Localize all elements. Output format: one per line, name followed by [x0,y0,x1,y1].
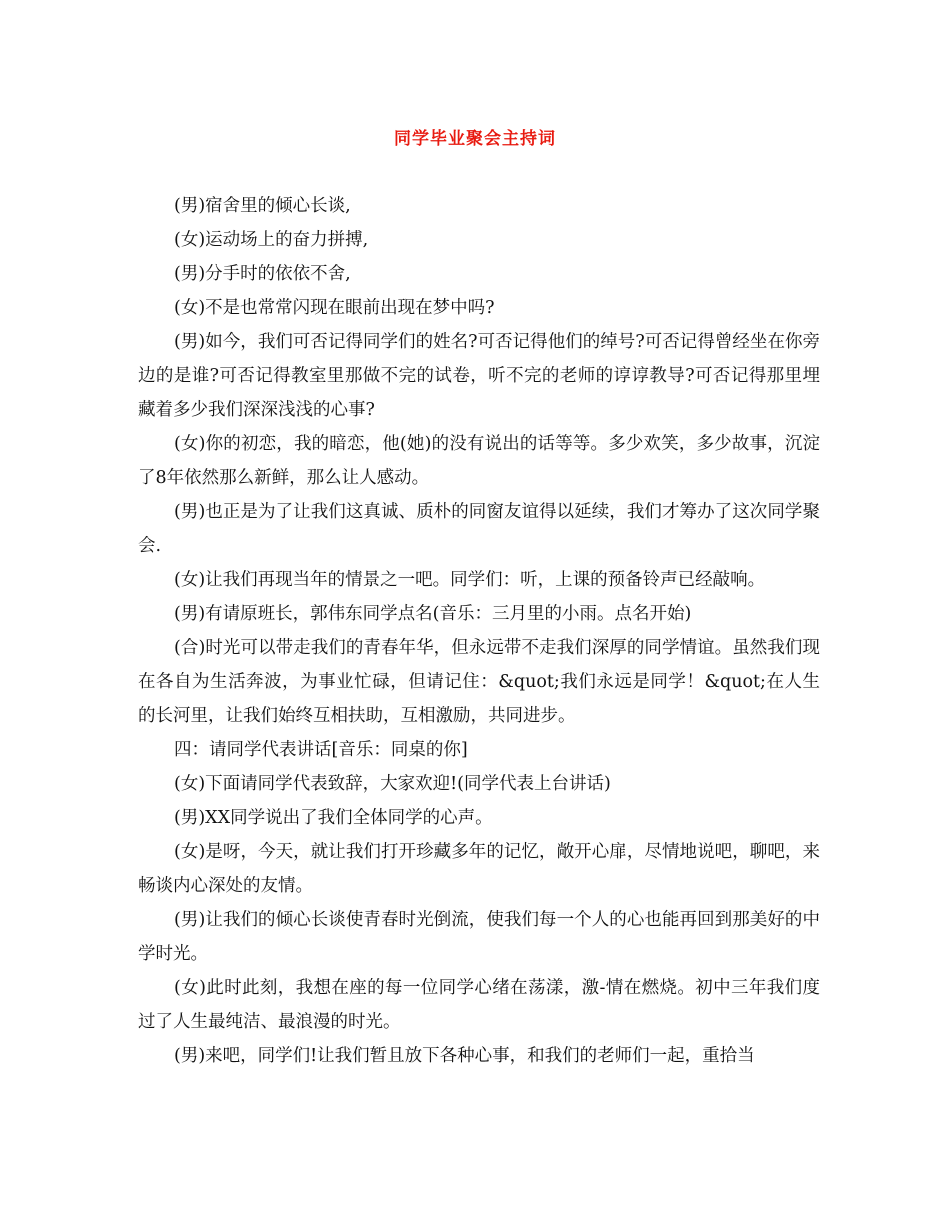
paragraph: (女)是呀，今天，就让我们打开珍藏多年的记忆，敞开心扉，尽情地说吧，聊吧，来畅谈内心深处的友情。 [138,842,820,896]
paragraph: (男)如今，我们可否记得同学们的姓名?可否记得他们的绰号?可否记得曾经坐在你旁边的是谁?可否记得教室里那做不完的试卷，听不完的老师的谆谆教导?可否记得那里埋藏着多少我们深深浅浅的心事? [138,332,820,420]
paragraph: (女)此时此刻，我想在座的每一位同学心绪在荡漾，激-情在燃烧。初中三年我们度过了人生最纯洁、最浪漫的时光。 [138,978,820,1032]
paragraph: (男)也正是为了让我们这真诚、质朴的同窗友谊得以延续，我们才筹办了这次同学聚会. [138,502,820,556]
document-body [138,189,820,1073]
paragraph: (女)运动场上的奋力拼搏, [174,230,369,250]
paragraph: (男)来吧，同学们!让我们暂且放下各种心事，和我们的老师们一起，重拾当 [174,1046,755,1066]
paragraph: (合)时光可以带走我们的青春年华，但永远带不走我们深厚的同学情谊。虽然我们现在各自为生活奔波，为事业忙碌，但请记住：&quot;我们永远是同学！&quot;在人生的长河里，让我们始终互相扶助，互相激励，共同进步。 [138,638,820,726]
paragraph: (女)你的初恋，我的暗恋，他(她)的没有说出的话等等。多少欢笑，多少故事，沉淀了8年依然那么新鲜，那么让人感动。 [138,434,820,488]
paragraph: (男)XX同学说出了我们全体同学的心声。 [174,808,493,828]
paragraph: (女)下面请同学代表致辞，大家欢迎!(同学代表上台讲话) [174,774,611,794]
paragraph: (女)让我们再现当年的情景之一吧。同学们：听，上课的预备铃声已经敲响。 [174,570,766,590]
paragraph: (男)宿舍里的倾心长谈, [174,196,351,216]
paragraph: (男)有请原班长，郭伟东同学点名(音乐：三月里的小雨。点名开始) [174,604,692,624]
paragraph: (男)让我们的倾心长谈使青春时光倒流，使我们每一个人的心也能再回到那美好的中学时光。 [138,910,820,964]
paragraph: 四：请同学代表讲话[音乐：同桌的你] [174,740,468,760]
paragraph: (女)不是也常常闪现在眼前出现在梦中吗? [174,298,495,318]
document-title: 同学毕业聚会主持词 [394,129,556,149]
paragraph: (男)分手时的依依不舍, [174,264,351,284]
